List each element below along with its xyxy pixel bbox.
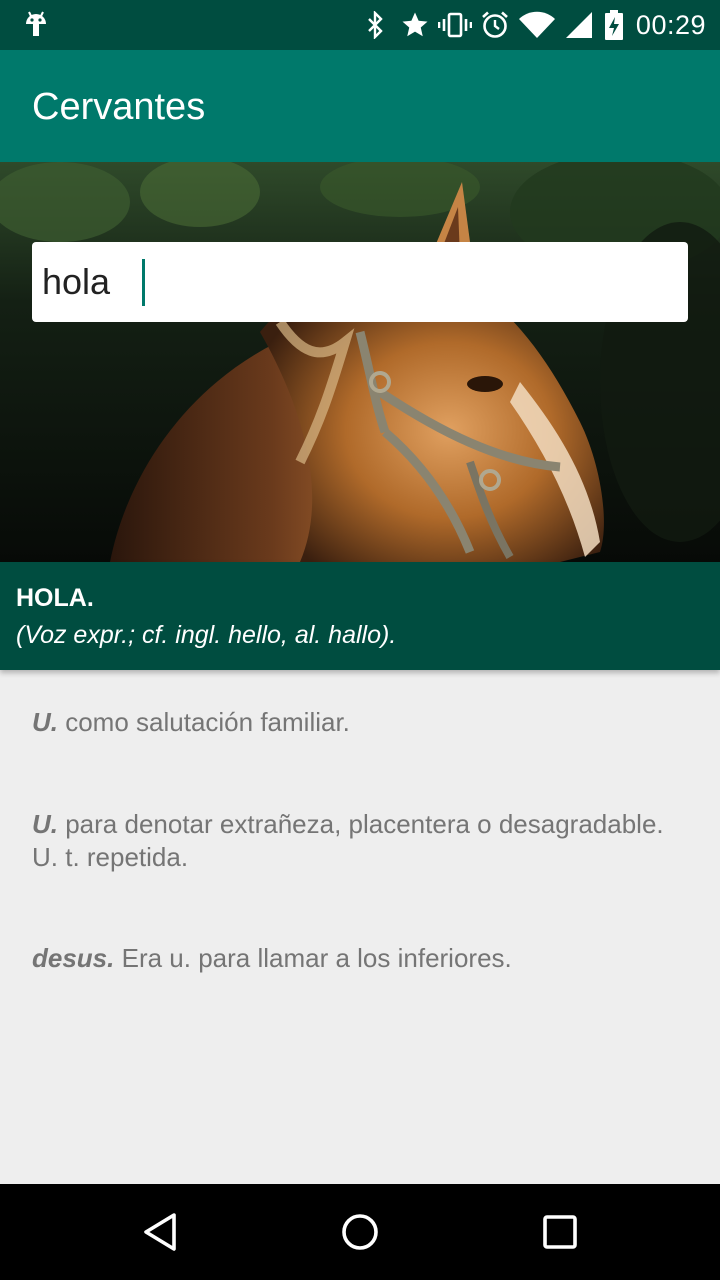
entry-text: Era u. para llamar a los inferiores. (114, 943, 512, 973)
status-bar (0, 0, 720, 50)
entry-text: como salutación familiar. (58, 707, 350, 737)
entry-text: para denotar extrañeza, placentera o desagradable. U. t. repetida. (32, 809, 664, 872)
vibrate-icon (438, 10, 472, 40)
status-time: 00:29 (635, 9, 706, 40)
definition-entry (32, 942, 672, 975)
home-icon (340, 1212, 380, 1252)
back-icon (140, 1211, 180, 1253)
header-image (0, 162, 720, 562)
search-box (32, 242, 688, 322)
wifi-icon (518, 10, 556, 40)
definition-header (0, 562, 720, 670)
definition-etymology: (Voz expr.; cf. ingl. hello, al. hallo). (16, 621, 397, 649)
recents-button[interactable] (536, 1208, 584, 1256)
entry-abbreviation: U. (32, 809, 58, 839)
app-title: Cervantes (32, 86, 206, 128)
navigation-bar (0, 1184, 720, 1280)
bluetooth-icon (358, 10, 392, 40)
definition-entry (32, 706, 672, 739)
horse-photo (0, 162, 720, 562)
text-cursor (142, 259, 145, 306)
definition-word: HOLA. (16, 584, 94, 612)
home-button[interactable] (336, 1208, 384, 1256)
search-input[interactable] (42, 242, 672, 322)
battery-charging-icon (602, 10, 626, 40)
signal-icon (562, 10, 596, 40)
entry-abbreviation: desus. (32, 943, 115, 973)
star-icon (398, 10, 432, 40)
back-button[interactable] (136, 1208, 184, 1256)
entry-abbreviation: U. (32, 707, 58, 737)
app-bar (0, 50, 720, 162)
android-icon (22, 10, 50, 40)
recents-icon (542, 1214, 578, 1250)
alarm-icon (478, 10, 512, 40)
definition-entry (32, 808, 672, 874)
